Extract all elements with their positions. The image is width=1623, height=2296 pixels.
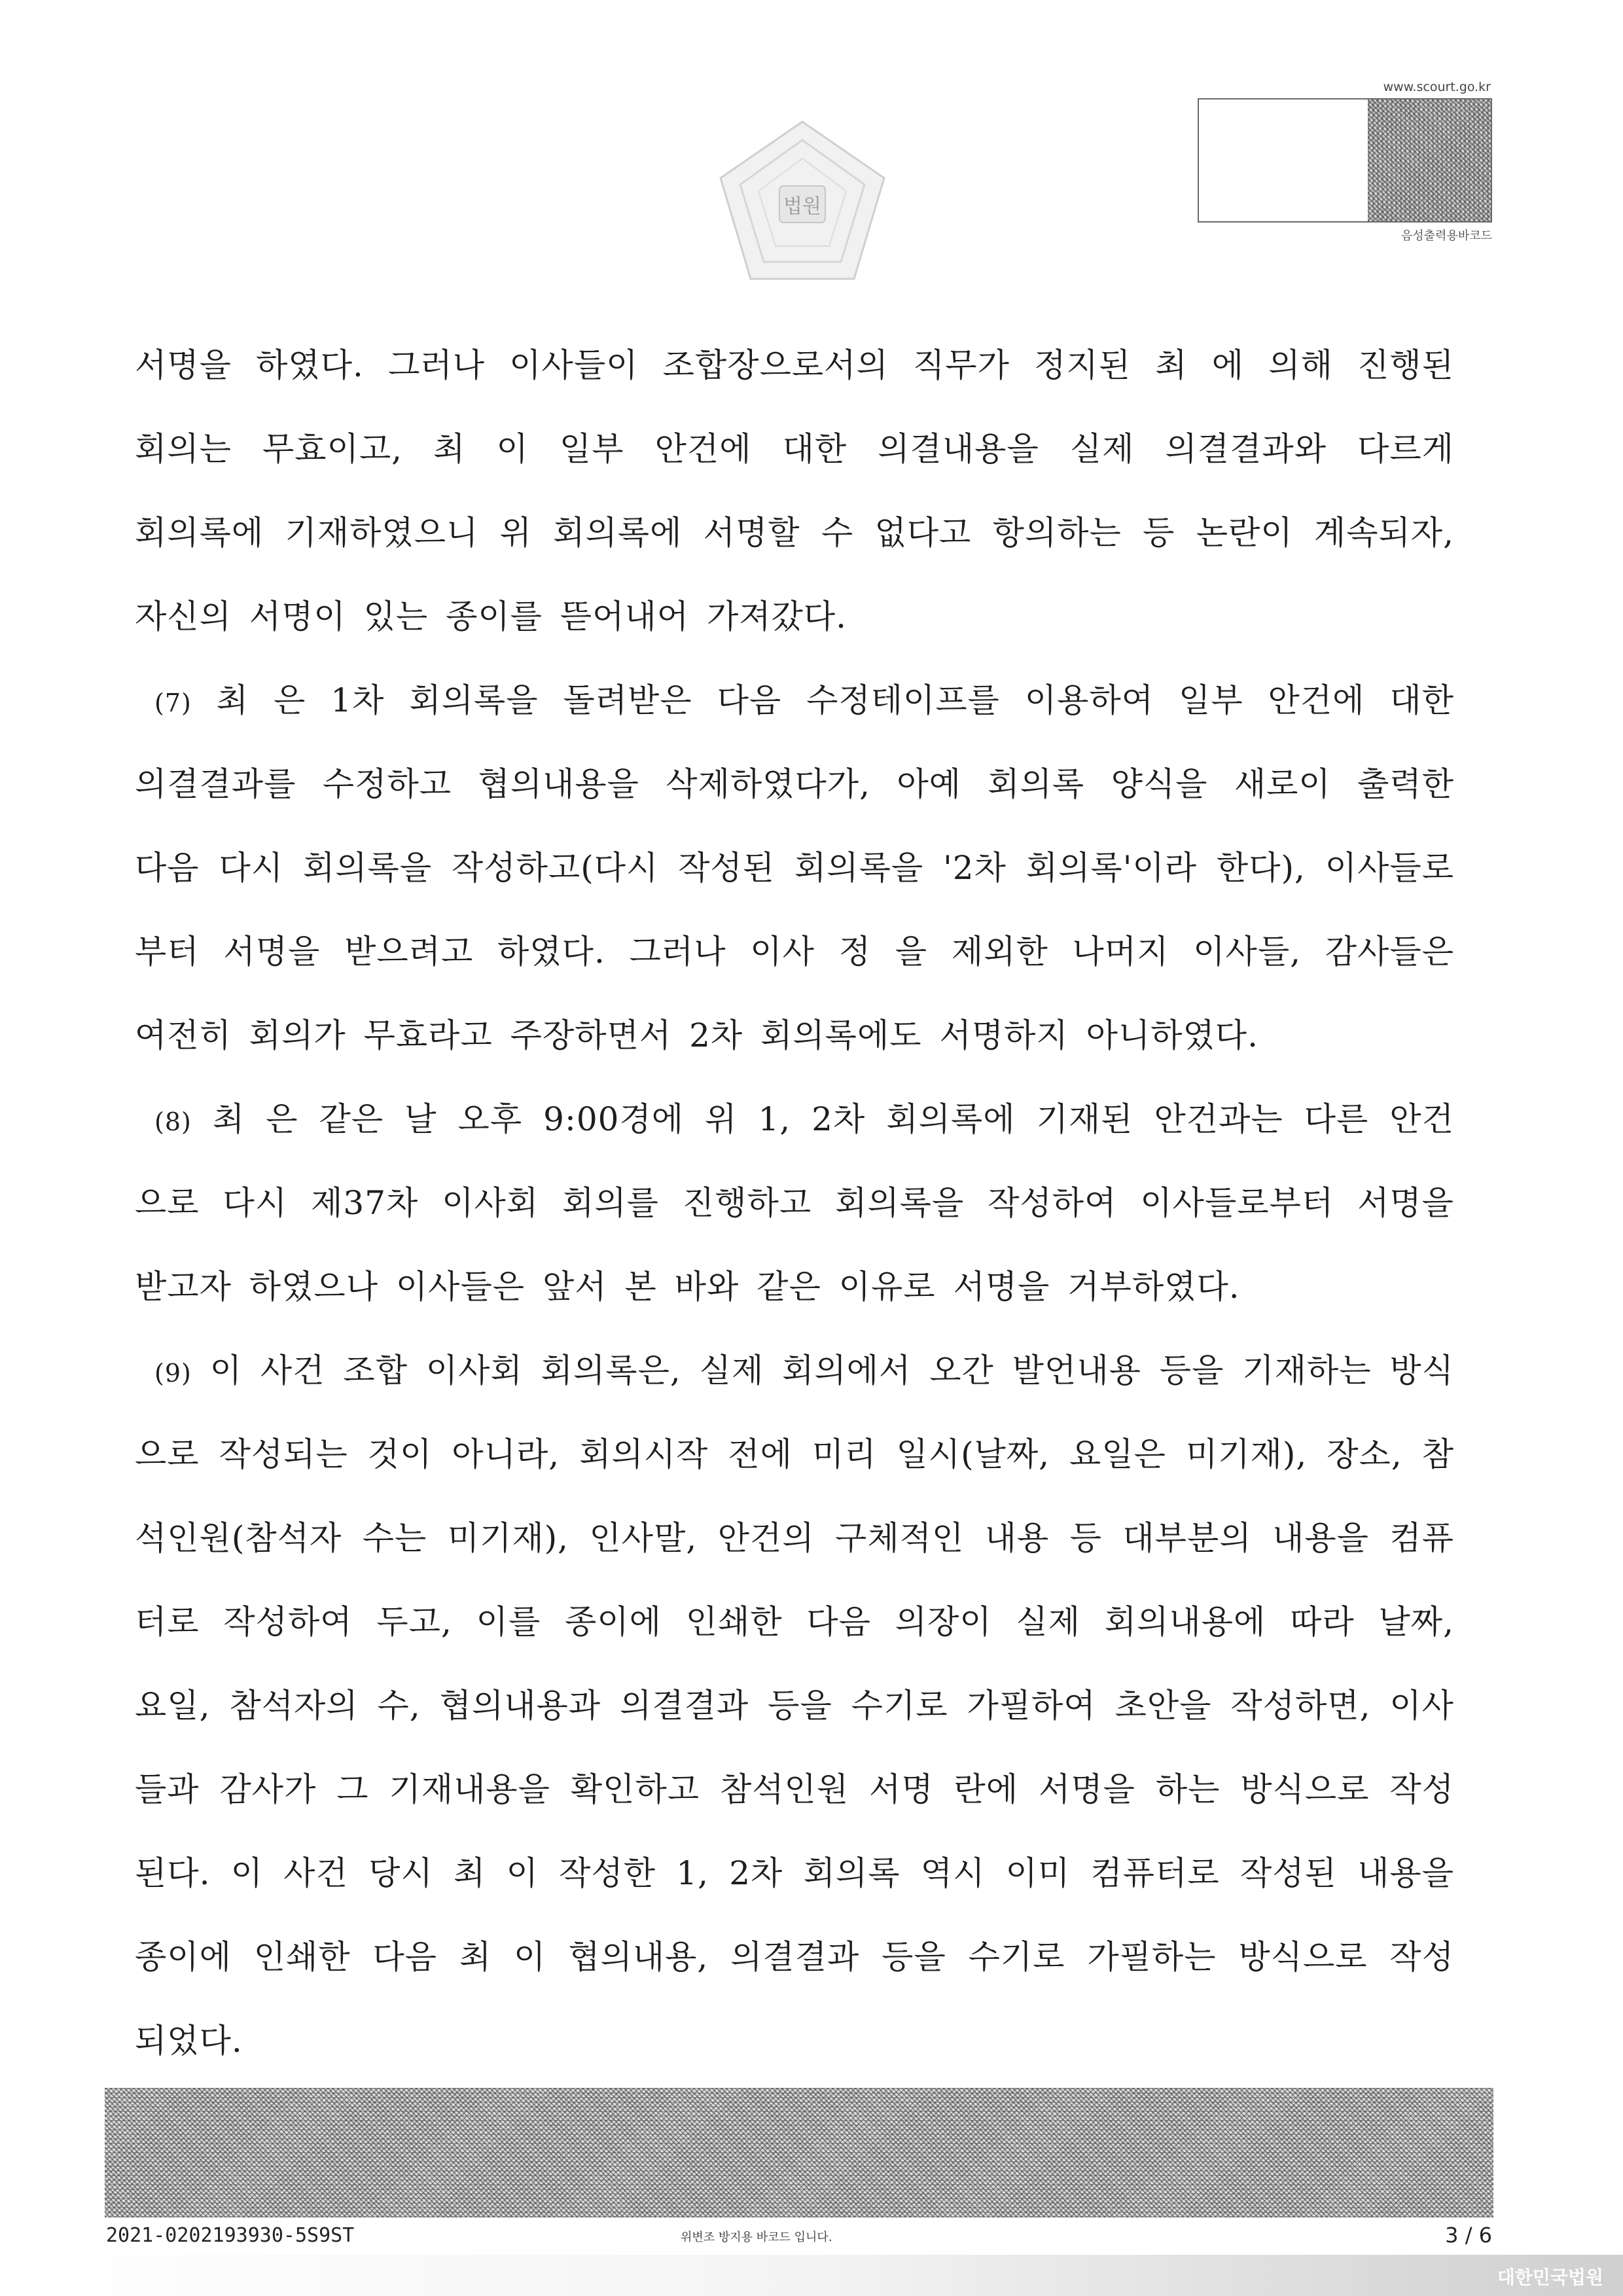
- body-line: 회의는 무효이고, 최 이 일부 안건에 대한 의결내용을 실제 의결결과와 다르게: [135, 430, 1454, 468]
- svg-text:법원: 법원: [783, 195, 821, 218]
- paragraph-8-first-line: [135, 1094, 1454, 1178]
- site-url: www.scourt.go.kr: [1383, 80, 1491, 94]
- enumerator-8: (8): [154, 1107, 192, 1136]
- body-line: 들과 감사가 그 기재내용을 확인하고 참석인원 서명 란에 서명을 하는 방식으로 작성: [135, 1770, 1454, 1808]
- anti-forgery-barcode: [105, 2088, 1493, 2217]
- body-line-text: 최 은 같은 날 오후 9:00경에 위 1, 2차 회의록에 기재된 안건과는 다른 안건: [212, 1100, 1454, 1138]
- court-name: 대한민국법원: [1497, 2267, 1603, 2288]
- enumerator-7: (7): [154, 689, 192, 717]
- body-line-text: 이 사건 조합 이사회 회의록은, 실제 회의에서 오간 발언내용 등을 기재하는 방식: [209, 1352, 1454, 1390]
- qr-code-image: [1368, 99, 1491, 221]
- qr-caption: 음성출력용바코드: [1400, 229, 1492, 243]
- body-line: 석인원(참석자 수는 미기재), 인사말, 안건의 구체적인 내용 등 대부분의 내용을 컴퓨: [135, 1519, 1454, 1557]
- body-line: 받고자 하였으나 이사들은 앞서 본 바와 같은 이유로 서명을 거부하였다.: [135, 1268, 1240, 1306]
- barcode-note: 위변조 방지용 바코드 입니다.: [681, 2231, 832, 2244]
- body-line: 부터 서명을 받으려고 하였다. 그러나 이사 정 을 제외한 나머지 이사들, 감사들은: [135, 933, 1454, 971]
- paragraph-7-first-line: [135, 675, 1454, 759]
- body-line-text: 최 은 1차 회의록을 돌려받은 다음 수정테이프를 이용하여 일부 안건에 대한: [216, 681, 1454, 719]
- court-seal-logo: [717, 118, 888, 283]
- document-number: 2021-0202193930-5S9ST: [106, 2224, 355, 2247]
- body-line: 으로 다시 제37차 이사회 회의를 진행하고 회의록을 작성하여 이사들로부터 서명을: [135, 1184, 1454, 1222]
- body-line: 요일, 참석자의 수, 협의내용과 의결결과 등을 수기로 가필하여 초안을 작성하면, 이사: [135, 1687, 1454, 1725]
- body-line: 자신의 서명이 있는 종이를 뜯어내어 가져갔다.: [135, 598, 847, 636]
- page-number: 3 / 6: [1445, 2223, 1492, 2248]
- body-line: 의결결과를 수정하고 협의내용을 삭제하였다가, 아예 회의록 양식을 새로이 출력한: [135, 765, 1454, 803]
- body-line: 서명을 하였다. 그러나 이사들이 조합장으로서의 직무가 정지된 최 에 의해 진행된: [135, 346, 1454, 384]
- body-line: 다음 다시 회의록을 작성하고(다시 작성된 회의록을 '2차 회의록'이라 한다), 이사들로: [135, 849, 1454, 887]
- document-body: [135, 340, 1454, 2100]
- footer-band: [0, 2255, 1623, 2296]
- body-line: 터로 작성하여 두고, 이를 종이에 인쇄한 다음 의장이 실제 회의내용에 따라 날짜,: [135, 1603, 1454, 1641]
- body-line: 된다. 이 사건 당시 최 이 작성한 1, 2차 회의록 역시 이미 컴퓨터로 작성된 내용을: [135, 1854, 1454, 1892]
- body-line: 여전히 회의가 무효라고 주장하면서 2차 회의록에도 서명하지 아니하였다.: [135, 1016, 1258, 1054]
- body-line: 되었다.: [135, 2022, 243, 2060]
- paragraph-9-first-line: [135, 1346, 1454, 1429]
- body-line: 종이에 인쇄한 다음 최 이 협의내용, 의결결과 등을 수기로 가필하는 방식으로 작성: [135, 1938, 1454, 1976]
- enumerator-9: (9): [154, 1359, 192, 1388]
- body-line: 회의록에 기재하였으니 위 회의록에 서명할 수 없다고 항의하는 등 논란이 계속되자,: [135, 514, 1454, 552]
- body-line: 으로 작성되는 것이 아니라, 회의시작 전에 미리 일시(날짜, 요일은 미기재), 장소, 참: [135, 1435, 1455, 1473]
